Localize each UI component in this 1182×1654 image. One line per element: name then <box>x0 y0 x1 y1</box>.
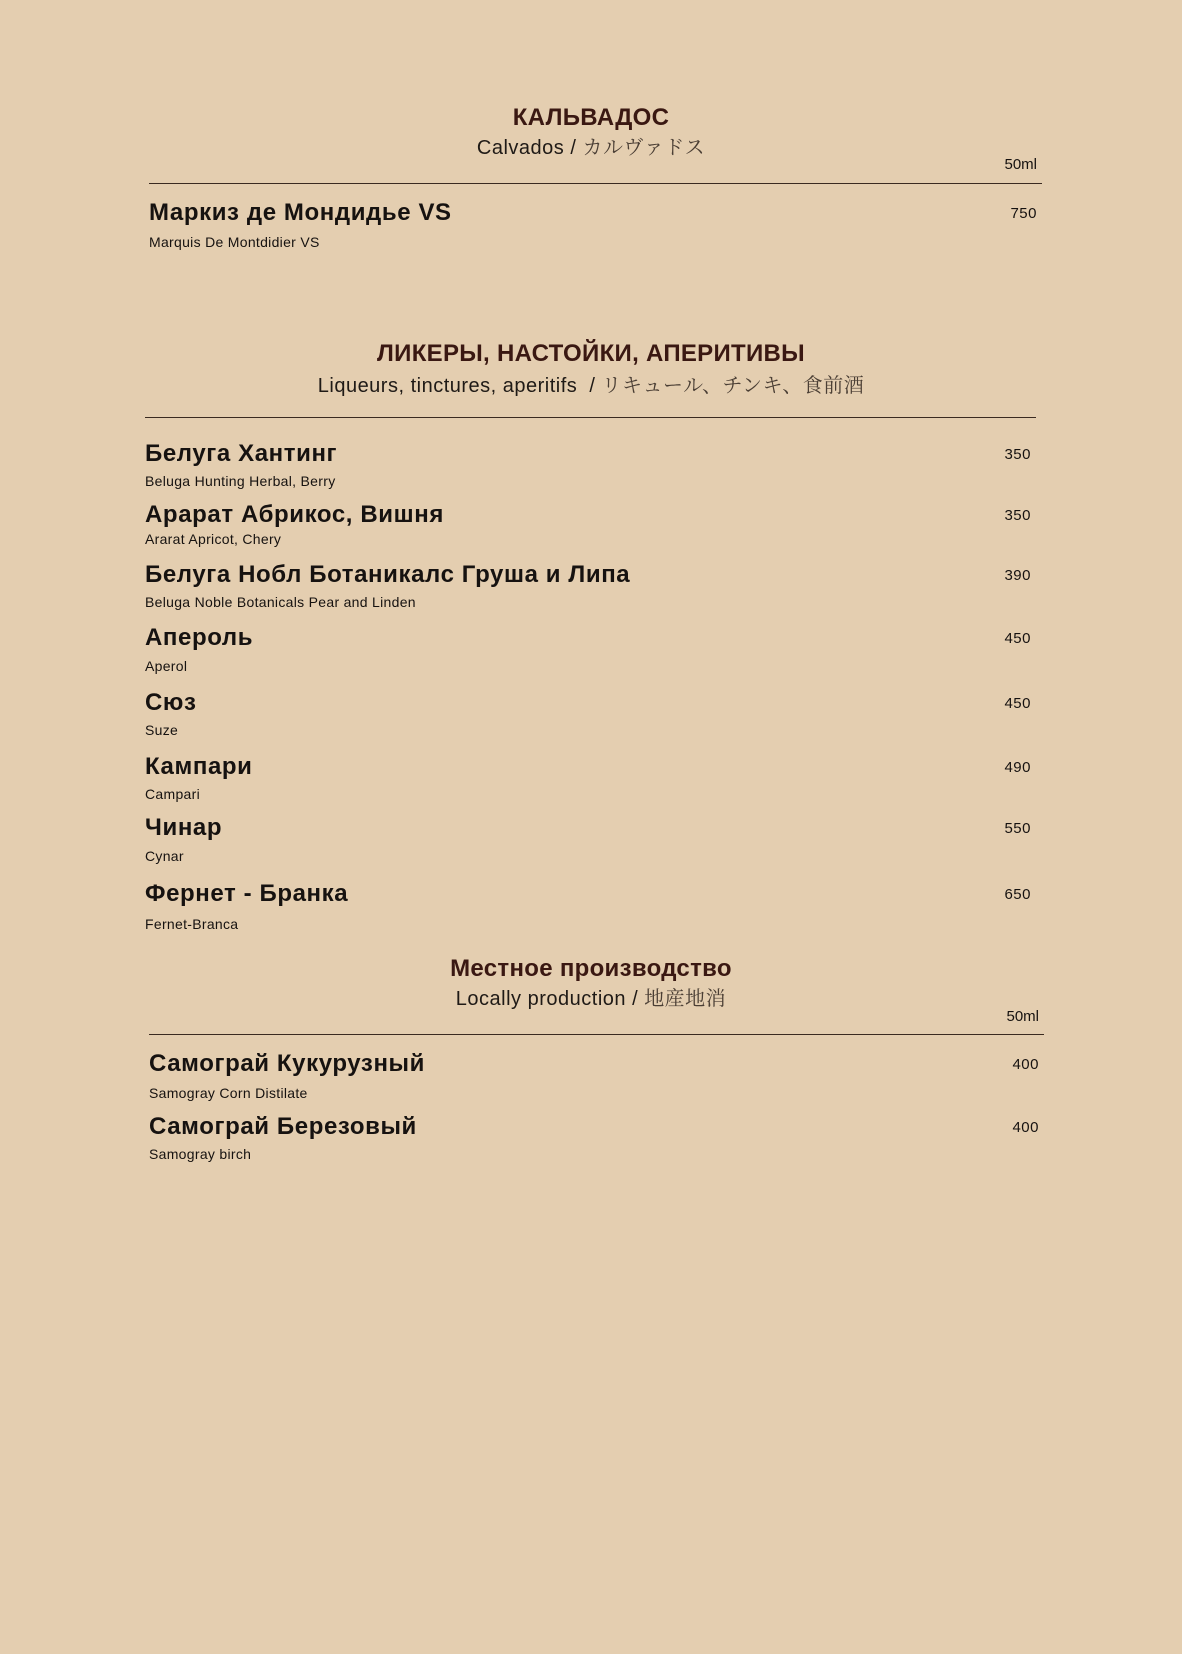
item-name: Апероль <box>145 624 254 651</box>
subtitle-jp: カルヴァドス <box>582 137 706 159</box>
item-name-en: Beluga Noble Botanicals Pear and Linden <box>145 594 416 610</box>
item-name: Белуга Нобл Ботаникалс Груша и Липа <box>145 561 631 588</box>
item-name: Белуга Хантинг <box>145 440 338 467</box>
item-name: Самограй Березовый <box>149 1113 417 1140</box>
subtitle-jp: リキュール、チンキ、食前酒 <box>601 375 865 397</box>
item-price: 390 <box>1004 567 1031 584</box>
item-name-en: Aperol <box>145 658 188 674</box>
volume-label: 50ml <box>1006 1008 1039 1025</box>
item-price: 490 <box>1004 759 1031 776</box>
item-name-en: Campari <box>145 786 201 802</box>
section-subtitle <box>0 982 1182 1011</box>
subtitle-separator: / <box>626 988 645 1010</box>
item-price: 400 <box>1012 1056 1039 1073</box>
section-subtitle <box>0 369 1182 398</box>
item-name-en: Cynar <box>145 848 184 864</box>
item-name: Чинар <box>145 814 223 841</box>
section-title: Местное производство <box>450 955 732 982</box>
item-name: Самограй Кукурузный <box>149 1050 425 1077</box>
item-price: 650 <box>1004 886 1031 903</box>
subtitle-en: Locally production <box>455 988 627 1010</box>
subtitle-en: Calvados <box>476 137 565 159</box>
divider <box>149 1034 1044 1035</box>
subtitle-separator: / <box>564 137 583 159</box>
item-name: Кампари <box>145 753 253 780</box>
item-price: 450 <box>1004 630 1031 647</box>
item-price: 550 <box>1004 820 1031 837</box>
item-price: 350 <box>1004 446 1031 463</box>
subtitle-en: Liqueurs, tinctures, aperitifs <box>317 375 578 397</box>
item-name-en: Fernet-Branca <box>145 916 239 932</box>
item-price: 400 <box>1012 1119 1039 1136</box>
item-name-en: Suze <box>145 722 179 738</box>
item-name-en: Beluga Hunting Herbal, Berry <box>145 473 336 489</box>
divider <box>145 417 1036 418</box>
item-name: Фернет - Бранка <box>145 880 349 907</box>
item-name-en: Marquis De Montdidier VS <box>149 234 320 250</box>
item-price: 350 <box>1004 507 1031 524</box>
subtitle-separator: / <box>577 375 602 397</box>
section-title: КАЛЬВАДОС <box>512 104 670 131</box>
item-name: Маркиз де Мондидье VS <box>149 199 452 226</box>
volume-label: 50ml <box>1004 156 1037 173</box>
divider <box>149 183 1042 184</box>
item-name: Сюз <box>145 689 197 716</box>
subtitle-jp: 地産地消 <box>644 988 727 1010</box>
item-name-en: Ararat Apricot, Chery <box>145 531 282 547</box>
item-name-en: Samogray birch <box>149 1146 252 1162</box>
item-name-en: Samogray Corn Distilate <box>149 1085 308 1101</box>
section-title: ЛИКЕРЫ, НАСТОЙКИ, АПЕРИТИВЫ <box>377 340 805 367</box>
item-price: 450 <box>1004 695 1031 712</box>
item-name: Арарат Абрикос, Вишня <box>145 501 444 528</box>
item-price: 750 <box>1010 205 1037 222</box>
